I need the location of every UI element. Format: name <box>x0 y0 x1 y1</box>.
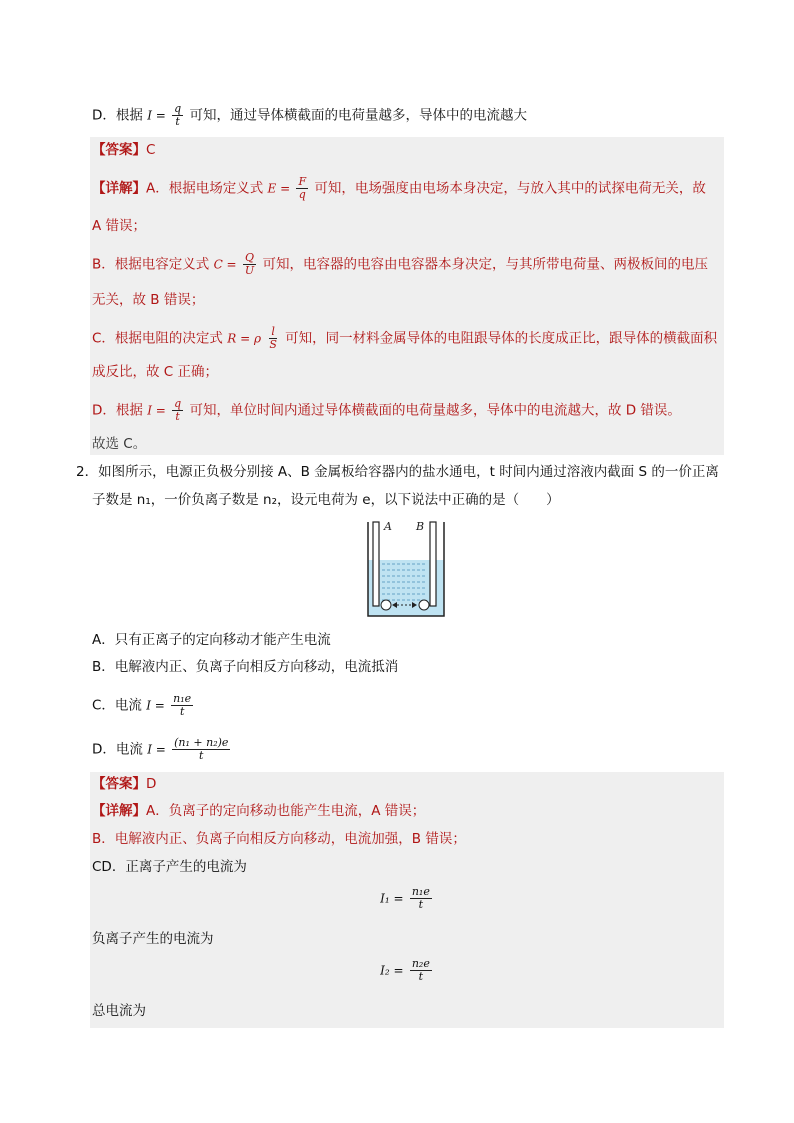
stem-text: 子数是 n₁，一价负离子数是 n₂，设元电荷为 e，以下说法中正确的是（ ） <box>92 492 560 508</box>
question-number: 2． <box>76 464 99 480</box>
detail-text: A．根据电场定义式 <box>146 180 264 197</box>
option-text: 可知，通过导体横截面的电荷量越多，导体中的电流越大 <box>189 107 527 124</box>
detail-a-line <box>92 801 425 821</box>
conclusion-text: 故选 C。 <box>92 436 147 452</box>
fraction <box>172 398 183 423</box>
equation-2 <box>90 958 724 983</box>
fraction <box>296 176 308 201</box>
denominator: t <box>175 115 180 128</box>
formula-lhs: I = <box>147 108 166 123</box>
option-text: D．电流 <box>92 741 143 758</box>
fraction <box>172 737 230 762</box>
fraction <box>267 326 279 351</box>
fraction <box>172 103 183 128</box>
denominator: t <box>418 970 424 983</box>
option-d <box>92 737 232 762</box>
numerator: l <box>271 325 275 338</box>
option-a: A．只有正离子的定向移动才能产生电流 <box>92 632 331 648</box>
question-2-stem <box>76 462 719 482</box>
detail-text: 可知，单位时间内通过导体横截面的电荷量越多，导体中的电流越大，故 D 错误。 <box>189 402 681 419</box>
ion-positive <box>381 600 391 610</box>
detail-tag: 【详解】 <box>92 180 146 197</box>
formula-lhs: I = <box>147 403 166 418</box>
option-c <box>92 693 195 718</box>
detail-text: CD．正离子产生的电流为 <box>92 859 247 875</box>
detail-c-line <box>92 326 717 351</box>
detail-d-line <box>92 398 681 423</box>
formula-lhs: I₂ = <box>380 963 404 978</box>
denominator: S <box>269 338 277 351</box>
fraction <box>410 958 432 983</box>
detail-text: B．根据电容定义式 <box>92 256 210 273</box>
detail-text: 可知，电容器的电容由电容器本身决定，与其所带电荷量、两极板间的电压 <box>262 256 708 273</box>
detail-text: C．根据电阻的决定式 <box>92 330 223 347</box>
detail-text: D．根据 <box>92 402 143 419</box>
numerator: n₁e <box>173 692 192 705</box>
option-text: C．电流 <box>92 697 142 714</box>
numerator: Q <box>245 251 255 264</box>
numerator: n₁e <box>411 885 430 898</box>
formula-lhs: E = <box>267 181 291 196</box>
answer-value: D <box>146 776 157 792</box>
detail-text: A 错误； <box>92 218 147 234</box>
detail-text: A．负离子的定向移动也能产生电流，A 错误； <box>146 803 426 819</box>
detail-text: 可知，同一材料金属导体的电阻跟导体的长度成正比，跟导体的横截面积 <box>285 330 718 347</box>
fraction <box>243 252 256 277</box>
formula-lhs: I = <box>146 698 165 713</box>
plate-a <box>373 522 379 606</box>
numerator: n₂e <box>411 957 430 970</box>
equation-1 <box>90 886 724 911</box>
answer-line <box>92 774 156 794</box>
numerator: q <box>174 397 182 410</box>
detail-text: 无关，故 B 错误； <box>92 292 205 308</box>
detail-text: B．电解液内正、负离子向相反方向移动，电流加强，B 错误； <box>92 831 466 847</box>
denominator: t <box>179 705 185 718</box>
denominator: U <box>244 264 255 277</box>
denominator: q <box>298 188 306 201</box>
denominator: t <box>199 749 204 762</box>
formula-lhs: I = <box>147 742 166 757</box>
formula-lhs: I₁ = <box>380 891 404 906</box>
plate-b <box>430 522 436 606</box>
answer-tag: 【答案】 <box>92 776 146 792</box>
answer-line <box>92 140 155 160</box>
label-b: B <box>416 520 425 533</box>
answer-tag: 【答案】 <box>92 142 146 158</box>
ion-negative <box>419 600 429 610</box>
label-a: A <box>384 520 392 533</box>
stem-text: 如图所示，电源正负极分别接 A、B 金属板给容器内的盐水通电，t 时间内通过溶液内截面 S 的一价正离 <box>98 464 719 480</box>
detail-a-line <box>92 176 706 201</box>
denominator: t <box>175 410 180 423</box>
formula-lhs: R = ρ <box>227 331 262 346</box>
detail-b-line <box>92 252 708 277</box>
numerator: (n₁ + n₂)e <box>174 736 229 749</box>
detail-text: 成反比，故 C 正确； <box>92 364 219 380</box>
option-text: D．根据 <box>92 107 143 124</box>
numerator: F <box>298 175 307 188</box>
fraction <box>171 693 193 718</box>
detail-text: 负离子产生的电流为 <box>92 931 214 947</box>
detail-text: 总电流为 <box>92 1003 146 1019</box>
detail-tag: 【详解】 <box>92 803 146 819</box>
numerator: q <box>174 102 182 115</box>
detail-text: 可知，电场强度由电场本身决定，与放入其中的试探电荷无关，故 <box>314 180 706 197</box>
prev-option-d <box>92 103 527 128</box>
answer-value: C <box>146 142 156 158</box>
denominator: t <box>418 898 424 911</box>
electrolysis-figure <box>360 518 452 620</box>
fraction <box>410 886 432 911</box>
option-b: B．电解液内正、负离子向相反方向移动，电流抵消 <box>92 659 399 675</box>
formula-lhs: C = <box>213 257 237 272</box>
